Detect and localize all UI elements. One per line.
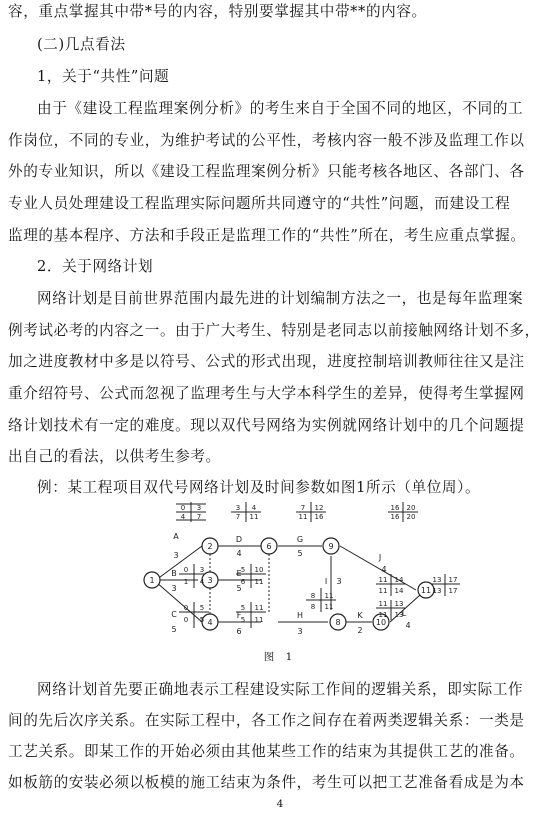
- activity-duration: 3: [171, 584, 177, 593]
- param-value: 11: [378, 600, 388, 608]
- param-value: 17: [448, 587, 458, 595]
- activity-duration: 4: [405, 621, 411, 630]
- node-2-label: 2: [207, 542, 213, 551]
- activity-duration: 6: [236, 627, 242, 636]
- param-value: 8: [310, 592, 316, 600]
- text-line: 间的先后次序关系。在实际工程中，各工作之间存在着两类逻辑关系：一类是: [8, 712, 525, 729]
- param-value: 11: [249, 513, 259, 521]
- activity-label: L: [401, 609, 407, 618]
- param-value: 7: [300, 504, 306, 512]
- activity-duration: 2: [357, 626, 363, 635]
- text-line: 网络计划是目前世界范围内最先进的计划编制方法之一，也是每年监理案: [37, 290, 524, 307]
- activity-label: I: [324, 577, 328, 586]
- param-value: 11: [324, 603, 334, 611]
- activity-label: G: [296, 535, 304, 544]
- param-value: 11: [298, 513, 308, 521]
- param-value: 0: [183, 566, 189, 574]
- activity-label: J: [378, 553, 382, 562]
- param-value: 13: [394, 600, 404, 608]
- activity-label: F: [236, 611, 242, 620]
- text-line: 由于《建设工程监理案例分析》的考生来自于全国不同的地区，不同的工: [37, 100, 524, 117]
- param-value: 20: [406, 513, 416, 521]
- text-line: 监理的基本程序、方法和手段正是监理工作的“共性”所在，考生应重点掌握。: [8, 227, 526, 244]
- node-9-label: 9: [328, 542, 334, 551]
- activity-duration: 5: [171, 625, 177, 634]
- activity-duration: 3: [173, 551, 179, 560]
- text-line: 工艺关系。即某工作的开始必须由其他某些工作的结束为其提供工艺的准备。: [8, 743, 525, 760]
- param-value: 7: [235, 513, 241, 521]
- param-value: 17: [448, 576, 458, 584]
- param-value: 0: [183, 616, 189, 624]
- param-value: 16: [390, 504, 400, 512]
- param-value: 4: [199, 578, 205, 586]
- param-value: 4: [251, 504, 257, 512]
- param-value: 5: [199, 604, 205, 612]
- param-value: 16: [390, 513, 400, 521]
- text-line: 例：某工程项目双代号网络计划及时间参数如图1所示（单位周）。: [37, 479, 481, 496]
- text-line: 专业人员处理建设工程监理实际问题所共同遵守的“共性”问题，而建设工程: [8, 195, 511, 212]
- text-line: 重介绍符号、公式而忽视了监理考生与大学本科学生的差异，使得考生掌握网: [8, 385, 525, 402]
- activity-duration: 5: [236, 584, 242, 593]
- param-value: 11: [254, 578, 264, 586]
- param-value: 11: [324, 592, 334, 600]
- param-value: 11: [378, 576, 388, 584]
- activity-duration: 5: [297, 549, 303, 558]
- arrow-c: [156, 582, 205, 624]
- text-line: 如板筋的安装必须以板模的施工结束为条件，考生可以把工艺准备看成是为本: [8, 774, 525, 791]
- param-value: 11: [378, 611, 388, 619]
- node-1-label: 1: [149, 576, 155, 585]
- param-value: 1: [183, 578, 189, 586]
- param-value: 12: [314, 504, 324, 512]
- param-value: 0: [180, 504, 186, 512]
- node-11-label: 11: [420, 586, 432, 595]
- param-value: 0: [183, 604, 189, 612]
- node-3-label: 3: [207, 576, 213, 585]
- param-value: 3: [196, 504, 202, 512]
- text-line: 加之进度教材中多是以符号、公式的形式出现，进度控制培训教师往往又是注: [8, 353, 525, 370]
- activity-duration: 4: [381, 565, 387, 574]
- figure-caption: 图 1: [263, 651, 297, 663]
- param-value: 10: [254, 566, 264, 574]
- subheading: 1，关于“共性”问题: [37, 68, 170, 85]
- param-value: 3: [199, 566, 205, 574]
- param-value: 5: [199, 616, 205, 624]
- activity-label: H: [296, 611, 304, 620]
- param-value: 5: [240, 616, 246, 624]
- network-diagram: [136, 492, 466, 652]
- text-line: 络计划技术有一定的难度。现以双代号网络为实例就网络计划中的几个问题提: [8, 417, 525, 434]
- page-number: 4: [276, 798, 284, 810]
- text-line: 容，重点掌握其中带*号的内容，特别要掌握其中带**的内容。: [8, 3, 427, 20]
- text-line: 例考试必考的内容之一。由于广大考生、特别是老同志以前接触网络计划不多，: [8, 322, 540, 339]
- text-line: 出自己的看法，以供考生参考。: [8, 448, 221, 465]
- text-line: 网络计划首先要正确地表示工程建设实际工作间的逻辑关系，即实际工作: [37, 681, 524, 698]
- param-value: 7: [196, 513, 202, 521]
- node-10-label: 10: [375, 618, 387, 627]
- activity-duration: 3: [297, 627, 303, 636]
- param-value: 16: [314, 513, 324, 521]
- param-value: 11: [378, 587, 388, 595]
- subheading: 2．关于网络计划: [37, 258, 154, 275]
- param-value: 11: [254, 616, 264, 624]
- param-value: 3: [235, 504, 241, 512]
- node-8-label: 8: [335, 618, 341, 627]
- text-line: 外的专业知识，所以《建设工程监理案例分析》只能考核各地区、各部门、各: [8, 163, 525, 180]
- activity-label: B: [171, 569, 177, 578]
- param-value: 11: [254, 604, 264, 612]
- param-value: 13: [394, 611, 404, 619]
- activity-label: E: [236, 569, 242, 578]
- param-value: 8: [310, 603, 316, 611]
- param-value: 14: [394, 587, 404, 595]
- activity-label: D: [235, 535, 243, 544]
- param-value: 20: [406, 504, 416, 512]
- node-6-label: 6: [266, 542, 272, 551]
- param-value: 13: [432, 576, 442, 584]
- param-value: 5: [240, 566, 246, 574]
- node-4-label: 4: [207, 618, 213, 627]
- param-value: 4: [180, 513, 186, 521]
- param-value: 13: [432, 587, 442, 595]
- section-heading: (二)几点看法: [37, 36, 126, 53]
- param-value: 6: [240, 578, 246, 586]
- param-value: 14: [394, 576, 404, 584]
- activity-duration: 3: [336, 577, 342, 586]
- activity-label: C: [171, 610, 177, 619]
- param-value: 5: [240, 604, 246, 612]
- text-line: 作岗位，不同的专业，为维护考试的公平性，考核内容一般不涉及监理工作以: [8, 132, 525, 149]
- activity-label: A: [173, 532, 179, 541]
- activity-label: K: [357, 611, 363, 620]
- activity-duration: 4: [236, 549, 242, 558]
- arrow-a: [156, 546, 205, 580]
